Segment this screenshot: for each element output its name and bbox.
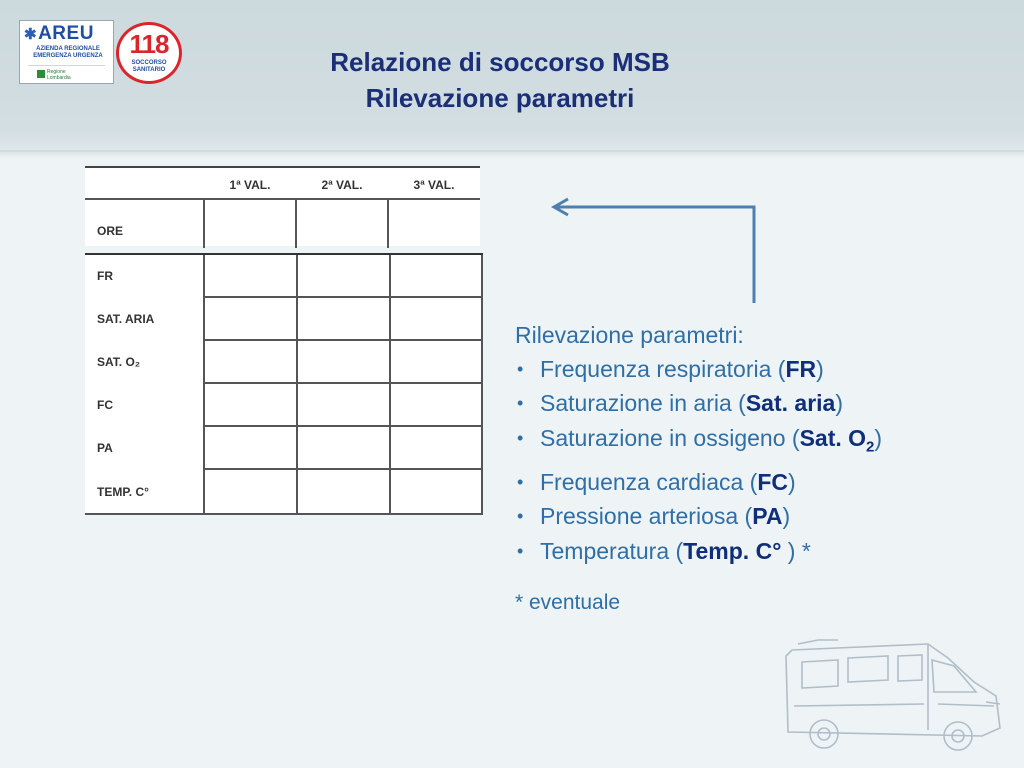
bullet-icon: • (517, 393, 524, 414)
footnote: * eventuale (515, 591, 621, 614)
form-rule (85, 198, 480, 200)
regione-label: Regione Lombardia (47, 69, 71, 81)
form-rule (387, 198, 389, 248)
list-item: • Saturazione in ossigeno (Sat. $O_2$) (515, 421, 1005, 465)
page-title (250, 44, 750, 116)
118-logo-line-2: SANITARIO (132, 67, 166, 73)
bullet-icon: • (517, 540, 524, 561)
logo-divider (28, 65, 105, 66)
form-rule (203, 255, 205, 515)
regione-lombardia-icon (37, 70, 45, 78)
row-label-sat-o2: SAT. O₂ (97, 355, 141, 369)
star-of-life-icon: ✱ (24, 26, 38, 43)
areu-logo-name: AREU (38, 23, 94, 44)
list-item: • Frequenza respiratoria (FR) (515, 352, 1005, 386)
form-rule (203, 296, 483, 298)
areu-logo-line-2: EMERGENZA URGENZA (33, 53, 103, 59)
row-label-fr: FR (97, 269, 113, 283)
column-header-3: 3ª VAL. (413, 178, 455, 192)
form-rule (203, 425, 483, 427)
bullet-icon: • (517, 427, 524, 448)
row-label-sat-aria: SAT. ARIA (97, 312, 155, 326)
arrow-left-icon (540, 190, 770, 310)
118-logo-line-1: SOCCORSO (131, 60, 167, 66)
parameters-list (515, 318, 1005, 568)
row-label-ore: ORE (97, 224, 124, 238)
form-rows-block (85, 253, 483, 515)
title-line-2: Rilevazione parametri (365, 83, 635, 113)
parameters-form (85, 166, 485, 516)
form-rule (203, 198, 205, 248)
row-label-temp: TEMP. C° (97, 485, 149, 499)
form-rule (203, 382, 483, 384)
list-item: • Frequenza cardiaca (FC) (515, 465, 1005, 499)
bullet-icon: • (517, 471, 524, 492)
118-logo-icon (116, 22, 182, 84)
form-rule (203, 339, 483, 341)
118-logo-number: 118 (129, 29, 169, 59)
form-rule (85, 513, 483, 515)
bullet-icon: • (517, 506, 524, 527)
list-heading: Rilevazione parametri: (515, 322, 744, 348)
row-label-pa: PA (97, 441, 113, 455)
list-item: • Temperatura (Temp. C° ) * (515, 534, 1005, 568)
column-header-2: 2ª VAL. (321, 178, 363, 192)
form-header-block (85, 166, 480, 246)
areu-logo-icon (19, 20, 114, 84)
form-rule (389, 255, 391, 515)
form-rule (203, 468, 483, 470)
ambulance-icon (778, 636, 1008, 758)
areu-logo-line-1: AZIENDA REGIONALE (36, 46, 100, 52)
row-label-fc: FC (97, 398, 113, 412)
list-item: • Saturazione in aria (Sat. aria) (515, 386, 1005, 420)
bullet-icon: • (517, 359, 524, 379)
form-rule (295, 198, 297, 248)
column-header-1: 1ª VAL. (229, 178, 271, 192)
title-line-1: Relazione di soccorso MSB (330, 47, 670, 77)
form-rule (481, 255, 483, 515)
form-rule (296, 255, 298, 515)
list-item: • Pressione arteriosa (PA) (515, 499, 1005, 533)
